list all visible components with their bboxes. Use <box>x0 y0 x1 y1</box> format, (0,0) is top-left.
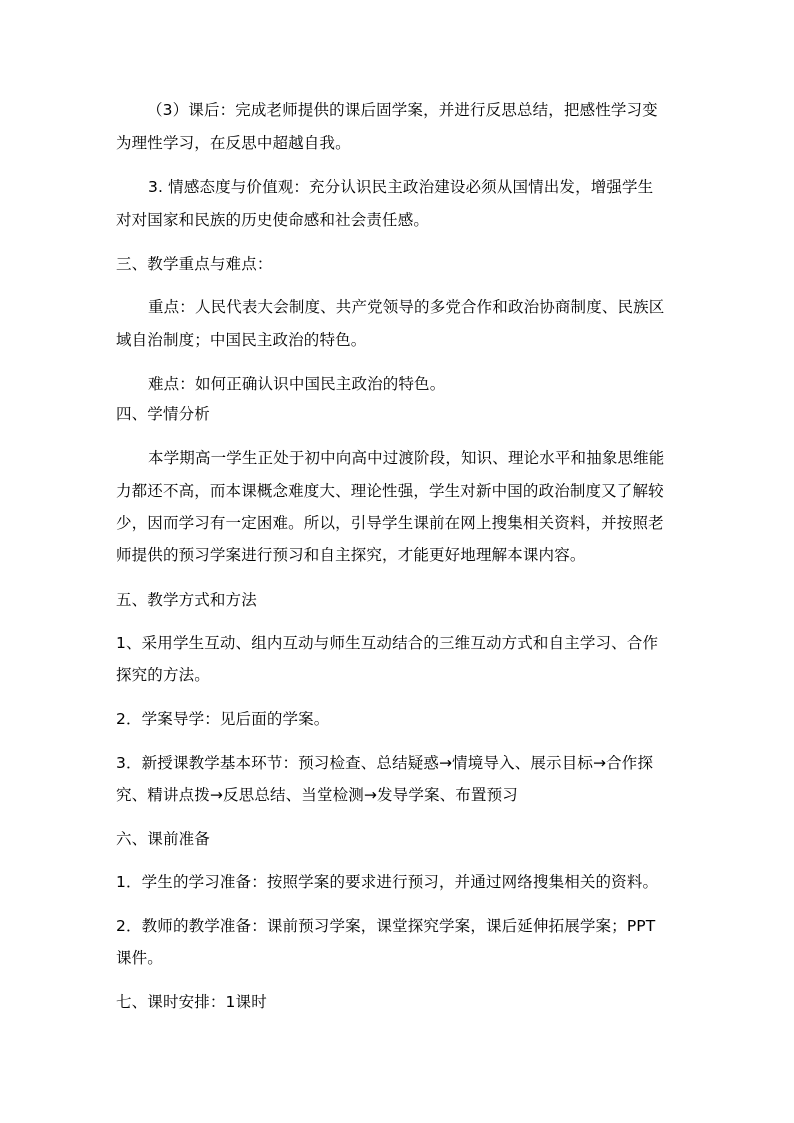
text-line: 为理性学习，在反思中超越自我。 <box>116 134 351 152</box>
text-line: 探究的方法。 <box>116 666 210 684</box>
text-line: 重点：人民代表大会制度、共产党领导的多党合作和政治协商制度、民族区 <box>148 298 665 316</box>
text-line: 1、采用学生互动、组内互动与师生互动结合的三维互动方式和自主学习、合作 <box>116 634 659 652</box>
text-line: 2．学案导学：见后面的学案。 <box>116 710 330 728</box>
section-heading: 三、教学重点与难点： <box>116 255 273 273</box>
text-line: 2．教师的教学准备：课前预习学案，课堂探究学案，课后延伸拓展学案；PPT <box>116 917 656 935</box>
text-line: 究、精讲点拨→反思总结、当堂检测→发导学案、布置预习 <box>116 786 518 804</box>
section-heading: 七、课时安排：1课时 <box>116 993 267 1011</box>
text-line: 对对国家和民族的历史使命感和社会责任感。 <box>116 211 430 229</box>
text-line: 课件。 <box>116 949 163 967</box>
text-line: 力都还不高，而本课概念难度大、理论性强，学生对新中国的政治制度又了解较 <box>116 482 664 500</box>
text-line: 域自治制度；中国民主政治的特色。 <box>116 331 367 349</box>
section-heading: 六、课前准备 <box>116 830 210 848</box>
text-line: （3）课后：完成老师提供的课后固学案，并进行反思总结，把感性学习变 <box>147 101 658 119</box>
text-line: 少，因而学习有一定困难。所以，引导学生课前在网上搜集相关资料，并按照老 <box>116 514 664 532</box>
section-heading: 五、教学方式和方法 <box>116 591 257 609</box>
text-line: 3．新授课教学基本环节：预习检查、总结疑惑→情境导入、展示目标→合作探 <box>116 754 654 772</box>
text-line: 师提供的预习学案进行预习和自主探究，才能更好地理解本课内容。 <box>116 546 586 564</box>
text-line: 本学期高一学生正处于初中向高中过渡阶段，知识、理论水平和抽象思维能 <box>148 449 665 467</box>
text-line: 1．学生的学习准备：按照学案的要求进行预习，并通过网络搜集相关的资料。 <box>116 873 659 891</box>
section-heading: 四、学情分析 <box>116 405 210 423</box>
text-line: 3. 情感态度与价值观：充分认识民主政治建设必须从国情出发，增强学生 <box>148 178 654 196</box>
text-line: 难点：如何正确认识中国民主政治的特色。 <box>148 375 446 393</box>
